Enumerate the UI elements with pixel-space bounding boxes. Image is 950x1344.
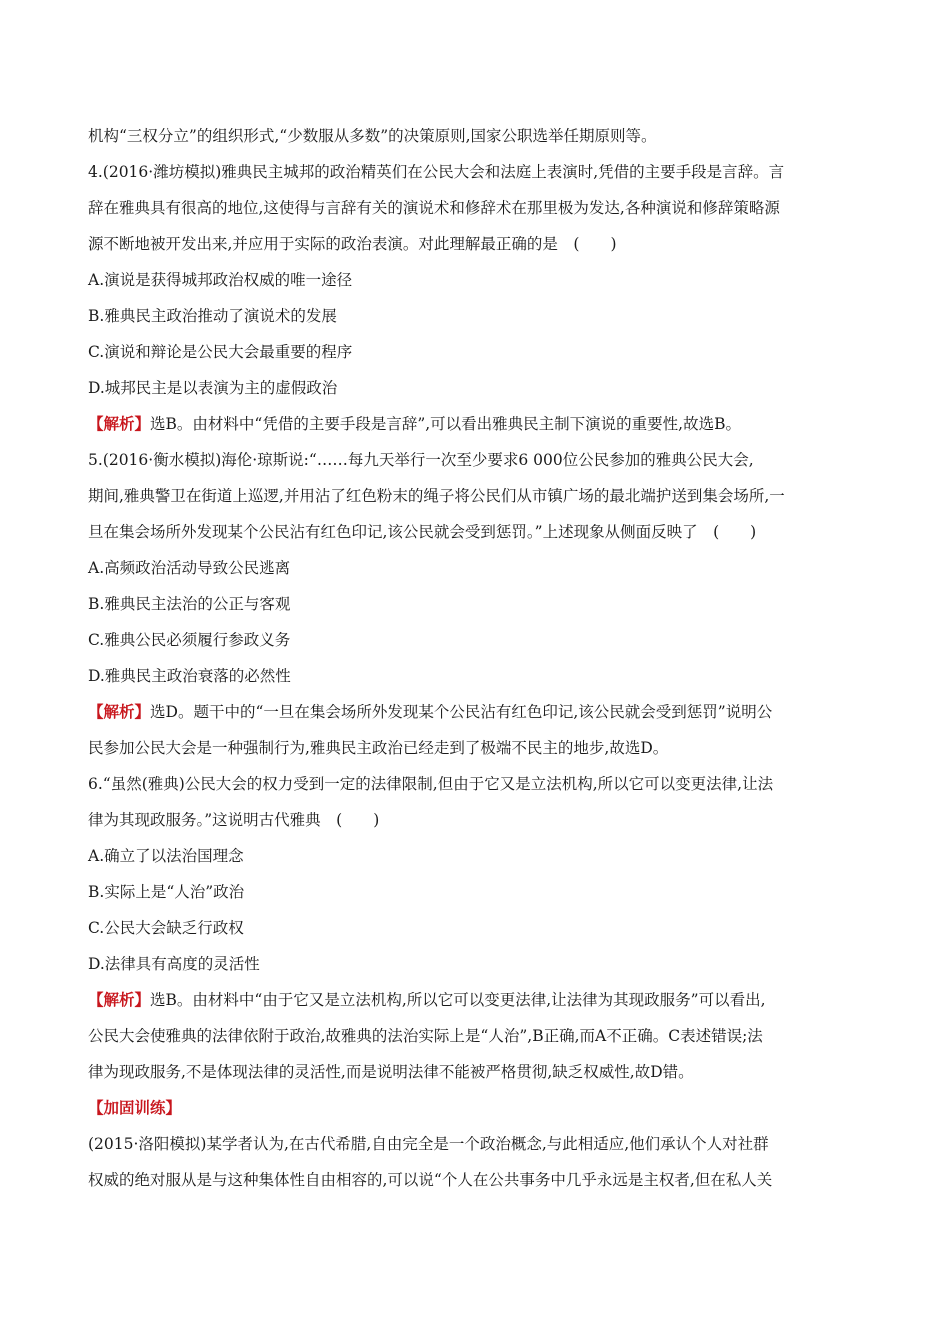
question-6-stem-line-2: 律为其现政服务。”这说明古代雅典 ( ) (88, 811, 380, 829)
question-5-option-d: D.雅典民主政治衰落的必然性 (88, 667, 291, 685)
question-5-analysis-line-1 (88, 694, 862, 730)
question-4-stem-line-1: 4.(2016·潍坊模拟)雅典民主城邦的政治精英们在公民大会和法庭上表演时,凭借的主要手段是言辞。言 (88, 163, 785, 181)
question-5-option-b: B.雅典民主法治的公正与客观 (88, 595, 291, 613)
question-4-option-d: D.城邦民主是以表演为主的虚假政治 (88, 379, 338, 397)
extra-training-line-2: 权威的绝对服从是与这种集体性自由相容的,可以说“个人在公共事务中几乎永远是主权者,但在私人关 (88, 1171, 773, 1189)
question-4-option-a: A.演说是获得城邦政治权威的唯一途径 (88, 271, 353, 289)
analysis-text: 选B。由材料中“由于它又是立法机构,所以它可以变更法律,让法律为其现政服务”可以看出, (150, 991, 766, 1009)
question-6-analysis-line-1 (88, 982, 862, 1018)
extra-training-line-1: (2015·洛阳模拟)某学者认为,在古代希腊,自由完全是一个政治概念,与此相适应,他们承认个人对社群 (88, 1135, 769, 1153)
question-5 (88, 442, 862, 766)
extra-training (88, 1090, 862, 1198)
question-5-stem-line-2: 期间,雅典警卫在街道上巡逻,并用沾了红色粉末的绳子将公民们从市镇广场的最北端护送到集会场所,一 (88, 487, 785, 505)
question-6-stem-line-1: 6.“虽然(雅典)公民大会的权力受到一定的法律限制,但由于它又是立法机构,所以它可以变更法律,让法 (88, 775, 774, 793)
question-4-stem-line-3: 源不断地被开发出来,并应用于实际的政治表演。对此理解最正确的是 ( ) (88, 235, 617, 253)
question-4 (88, 154, 862, 442)
analysis-tag: 【解析】 (88, 414, 151, 433)
analysis-text: 选D。题干中的“一旦在集会场所外发现某个公民沾有红色印记,该公民就会受到惩罚”说明公 (150, 703, 773, 721)
question-6-analysis-line-2: 公民大会使雅典的法律依附于政治,故雅典的法治实际上是“人治”,B正确,而A不正确。C表述错误;法 (88, 1027, 763, 1045)
question-5-option-c: C.雅典公民必须履行参政义务 (88, 631, 291, 649)
analysis-tag: 【解析】 (88, 990, 151, 1009)
question-4-option-c: C.演说和辩论是公民大会最重要的程序 (88, 343, 353, 361)
question-4-stem-line-2: 辞在雅典具有很高的地位,这使得与言辞有关的演说术和修辞术在那里极为发达,各种演说和修辞策略源 (88, 199, 780, 217)
extra-training-tag (88, 1090, 862, 1126)
question-6-analysis-line-3: 律为现政服务,不是体现法律的灵活性,而是说明法律不能被严格贯彻,缺乏权威性,故D错。 (88, 1063, 694, 1081)
analysis-text: 选B。由材料中“凭借的主要手段是言辞”,可以看出雅典民主制下演说的重要性,故选B。 (150, 415, 742, 433)
intro-line: 机构“三权分立”的组织形式,“少数服从多数”的决策原则,国家公职选举任期原则等。 (88, 127, 657, 145)
extra-training-title: 【加固训练】 (88, 1098, 182, 1117)
question-5-analysis-line-2: 民参加公民大会是一种强制行为,雅典民主政治已经走到了极端不民主的地步,故选D。 (88, 739, 669, 757)
question-5-option-a: A.高频政治活动导致公民逃离 (88, 559, 291, 577)
question-4-analysis (88, 406, 862, 442)
question-5-stem-line-1: 5.(2016·衡水模拟)海伦·琼斯说:“……每九天举行一次至少要求6 000位公民参加的雅典公民大会, (88, 451, 754, 469)
document-page (88, 118, 862, 1198)
question-4-option-b: B.雅典民主政治推动了演说术的发展 (88, 307, 337, 325)
question-6-option-a: A.确立了以法治国理念 (88, 847, 244, 865)
question-6 (88, 766, 862, 1090)
question-6-option-d: D.法律具有高度的灵活性 (88, 955, 260, 973)
question-6-option-b: B.实际上是“人治”政治 (88, 883, 245, 901)
analysis-tag: 【解析】 (88, 702, 151, 721)
question-6-option-c: C.公民大会缺乏行政权 (88, 919, 244, 937)
question-5-stem-line-3: 旦在集会场所外发现某个公民沾有红色印记,该公民就会受到惩罚。”上述现象从侧面反映了 ( ) (88, 523, 757, 541)
